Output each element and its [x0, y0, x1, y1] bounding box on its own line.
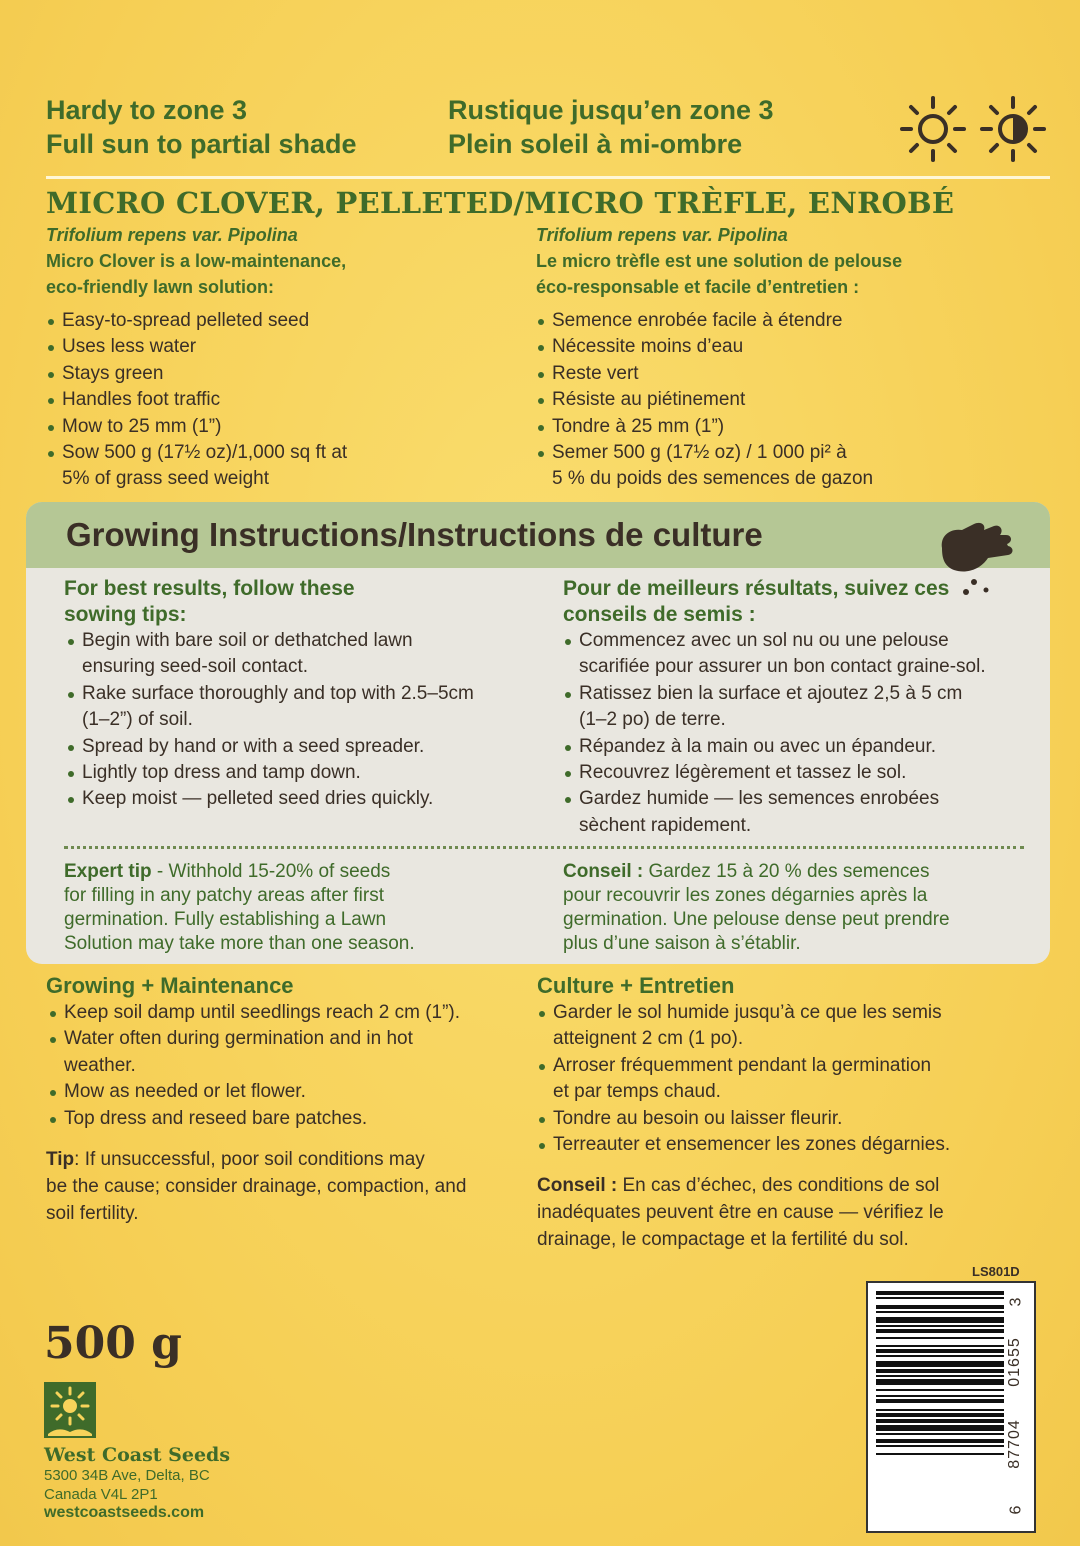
growing-instructions-panel	[26, 502, 1050, 964]
address-line-1: 5300 34B Ave, Delta, BC	[44, 1467, 210, 1484]
tip-line: Gardez 15 à 20 % des semences	[643, 861, 930, 882]
barcode-bar	[876, 1297, 1004, 1299]
barcode-bar	[876, 1291, 1004, 1295]
barcode-bar	[876, 1329, 1004, 1333]
tip-line: sèchent rapidement.	[579, 814, 752, 836]
header-en	[46, 93, 357, 161]
list-item: Reste vert	[536, 361, 1046, 387]
expert-tip-fr	[563, 860, 1038, 956]
item-line: Garder le sol humide jusqu’à ce que les semis	[553, 1002, 942, 1023]
barcode-bar	[876, 1439, 1004, 1443]
barcode-bar	[876, 1409, 1004, 1411]
list-item: Mow to 25 mm (1”)	[46, 414, 516, 440]
heading-line: sowing tips:	[64, 603, 187, 626]
tip-line: pour recouvrir les zones dégarnies après la	[563, 885, 928, 906]
barcode-digit: 3	[1007, 1297, 1025, 1307]
website-link[interactable]: westcoastseeds.com	[44, 1504, 205, 1521]
expert-tip-en	[64, 860, 534, 956]
barcode-bar	[876, 1425, 1004, 1431]
intro-fr-1: Le micro trèfle est une solution de pelouse	[536, 251, 903, 271]
barcode-bar	[876, 1375, 1004, 1377]
tip-line: Rake surface thoroughly and top with 2.5–5cm	[82, 682, 474, 704]
list-item: Lightly top dress and tamp down.	[66, 760, 534, 786]
product-en	[46, 222, 516, 493]
item-line: Water often during germination and in hot	[64, 1028, 413, 1050]
heading-line: Pour de meilleurs résultats, suivez ces	[563, 577, 950, 600]
features-fr	[536, 308, 1046, 493]
tip-line: for filling in any patchy areas after first	[64, 885, 384, 906]
barcode-bar	[876, 1419, 1004, 1423]
list-item: Top dress and reseed bare patches.	[48, 1106, 526, 1132]
sowing-tips-list-fr	[563, 628, 1038, 839]
expert-tip-label: Conseil :	[563, 861, 644, 882]
header-divider	[46, 176, 1050, 179]
list-item	[66, 681, 534, 734]
tip-line: drainage, le compactage et la fertilité du sol.	[537, 1229, 909, 1251]
list-item	[66, 628, 534, 681]
tip-line: inadéquates peuvent être en cause — vérifiez le	[537, 1202, 944, 1224]
list-item	[46, 440, 516, 493]
list-item	[563, 786, 1038, 839]
barcode-bar	[876, 1413, 1004, 1417]
barcode-digits	[1005, 1283, 1034, 1531]
latin-name-en: Trifolium repens var. Pipolina	[46, 225, 298, 245]
barcode-bar	[876, 1317, 1004, 1323]
list-item: Spread by hand or with a seed spreader.	[66, 734, 534, 760]
tip-line: : If unsuccessful, poor soil conditions may	[74, 1149, 425, 1171]
feature-line: 5 % du poids des semences de gazon	[552, 468, 874, 490]
product-fr	[536, 222, 1046, 493]
net-weight: 500 g	[44, 1318, 182, 1369]
barcode-bar	[876, 1349, 1004, 1353]
list-item: Handles foot traffic	[46, 387, 516, 413]
barcode-bar	[876, 1337, 1004, 1339]
dotted-divider	[64, 846, 1024, 849]
growing-instructions-title: Growing Instructions/Instructions de culture	[66, 516, 763, 553]
partial-shade-icon	[978, 94, 1048, 164]
tip-label: Conseil :	[537, 1175, 618, 1197]
barcode-bar	[876, 1305, 1004, 1309]
list-item: Recouvrez légèrement et tassez le sol.	[563, 760, 1038, 786]
tip-line: be the cause; consider drainage, compaction, and	[46, 1176, 467, 1198]
barcode	[866, 1281, 1036, 1533]
list-item: Nécessite moins d’eau	[536, 334, 1046, 360]
sowing-tips-heading-fr	[563, 576, 1038, 628]
barcode-bar	[876, 1345, 1004, 1347]
sun-exposure-en: Full sun to partial shade	[46, 129, 357, 159]
sun-icons	[898, 94, 1048, 164]
expert-tip-label: Expert tip	[64, 861, 152, 882]
tip-line: germination. Une pelouse dense peut prendre	[563, 909, 950, 930]
feature-line: 5% of grass seed weight	[62, 468, 270, 490]
list-item: Répandez à la main ou avec un épandeur.	[563, 734, 1038, 760]
maintenance-en	[46, 972, 526, 1227]
tip-line: Gardez humide — les semences enrobées	[579, 788, 940, 810]
tip-line: ensuring seed-soil contact.	[82, 656, 309, 678]
barcode-bar	[876, 1389, 1004, 1391]
product-code: LS801D	[972, 1264, 1020, 1279]
header-fr	[448, 93, 774, 161]
list-item: Keep moist — pelleted seed dries quickly.	[66, 786, 534, 812]
list-item	[536, 440, 1046, 493]
hardiness-fr: Rustique jusqu’en zone 3	[448, 95, 774, 125]
tip-line: germination. Fully establishing a Lawn	[64, 909, 387, 930]
list-item	[563, 681, 1038, 734]
maintenance-heading-en: Growing + Maintenance	[46, 973, 294, 998]
soil-tip-fr	[537, 1172, 1037, 1253]
barcode-bar	[876, 1453, 1004, 1455]
intro-en-2: eco-friendly lawn solution:	[46, 277, 275, 297]
heading-line: conseils de semis :	[563, 603, 756, 626]
item-line: et par temps chaud.	[553, 1081, 721, 1103]
tip-line: Begin with bare soil or dethatched lawn	[82, 630, 413, 651]
tip-label: Tip	[46, 1149, 75, 1171]
intro-en-1: Micro Clover is a low-maintenance,	[46, 251, 347, 271]
barcode-bar	[876, 1361, 1004, 1367]
product-title: MICRO CLOVER, PELLETED/MICRO TRÈFLE, ENROBÉ	[46, 186, 955, 220]
tip-line: scarifiée pour assurer un bon contact graine-sol.	[579, 656, 986, 678]
tip-line: (1–2 po) de terre.	[579, 709, 726, 731]
maintenance-heading-fr: Culture + Entretien	[537, 973, 735, 998]
tip-line: Commencez avec un sol nu ou une pelouse	[579, 630, 949, 651]
brand-name: West Coast Seeds	[44, 1444, 231, 1466]
brand-block	[44, 1444, 230, 1522]
tip-line: Ratissez bien la surface et ajoutez 2,5 à 5 cm	[579, 682, 963, 704]
sowing-tips-fr	[563, 576, 1038, 839]
item-line: atteignent 2 cm (1 po).	[553, 1028, 744, 1050]
barcode-bar	[876, 1325, 1004, 1327]
sowing-tips-heading-en	[64, 576, 534, 628]
barcode-bar	[876, 1433, 1004, 1435]
barcode-digit: 01655	[1005, 1337, 1023, 1387]
barcode-bar	[876, 1311, 1004, 1313]
sun-exposure-fr: Plein soleil à mi-ombre	[448, 129, 743, 159]
barcode-digit: 87704	[1005, 1419, 1023, 1469]
list-item	[563, 628, 1038, 681]
item-line: Arroser fréquemment pendant la germination	[553, 1054, 932, 1076]
barcode-bar	[876, 1369, 1004, 1373]
barcode-digit: 6	[1007, 1505, 1025, 1515]
item-line: weather.	[64, 1054, 136, 1076]
barcode-bar	[876, 1379, 1004, 1385]
latin-name-fr: Trifolium repens var. Pipolina	[536, 225, 788, 245]
tip-line: plus d’une saison à s’établir.	[563, 933, 801, 954]
list-item: Terreauter et ensemencer les zones dégarnies.	[537, 1132, 1037, 1158]
soil-tip-en	[46, 1146, 526, 1227]
list-item: Résiste au piétinement	[536, 387, 1046, 413]
barcode-bar	[876, 1445, 1004, 1447]
full-sun-icon	[898, 94, 968, 164]
west-coast-seeds-logo-icon	[44, 1382, 96, 1438]
list-item: Tondre au besoin ou laisser fleurir.	[537, 1106, 1037, 1132]
address-line-2: Canada V4L 2P1	[44, 1486, 158, 1503]
list-item	[48, 1026, 526, 1079]
intro-fr-2: éco-responsable et facile d’entretien :	[536, 277, 860, 297]
list-item: Mow as needed or let flower.	[48, 1079, 526, 1105]
heading-line: For best results, follow these	[64, 577, 355, 600]
list-item: Uses less water	[46, 334, 516, 360]
sowing-tips-en	[64, 576, 534, 813]
maintenance-list-fr	[537, 1000, 1037, 1158]
barcode-bar	[876, 1399, 1004, 1403]
list-item: Tondre à 25 mm (1”)	[536, 414, 1046, 440]
maintenance-list-en	[46, 1000, 526, 1132]
list-item: Stays green	[46, 361, 516, 387]
tip-line: - Withhold 15-20% of seeds	[151, 861, 391, 882]
tip-line: soil fertility.	[46, 1203, 139, 1225]
maintenance-fr	[537, 972, 1037, 1253]
barcode-bar	[876, 1355, 1004, 1357]
list-item: Easy-to-spread pelleted seed	[46, 308, 516, 334]
barcode-bar	[876, 1395, 1004, 1397]
list-item: Keep soil damp until seedlings reach 2 cm (1”).	[48, 1000, 526, 1026]
list-item	[537, 1000, 1037, 1053]
tip-line: (1–2”) of soil.	[82, 709, 193, 731]
feature-line: Sow 500 g (17½ oz)/1,000 sq ft at	[62, 442, 348, 464]
tip-line: En cas d’échec, des conditions de sol	[617, 1175, 940, 1197]
features-en	[46, 308, 516, 493]
list-item: Semence enrobée facile à étendre	[536, 308, 1046, 334]
sowing-tips-list-en	[64, 628, 534, 813]
list-item	[537, 1053, 1037, 1106]
hardiness-en: Hardy to zone 3	[46, 95, 248, 125]
tip-line: Solution may take more than one season.	[64, 933, 415, 954]
feature-line: Semer 500 g (17½ oz) / 1 000 pi² à	[552, 442, 847, 464]
